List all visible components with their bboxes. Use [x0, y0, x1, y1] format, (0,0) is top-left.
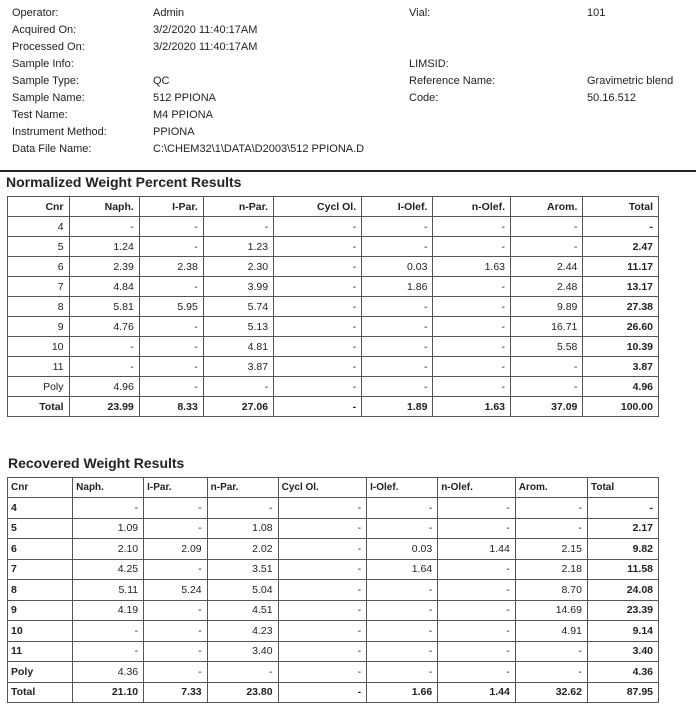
table-cell: 2.38 [139, 257, 203, 277]
table-cell: 2.48 [511, 277, 583, 297]
table-cell: - [433, 217, 511, 237]
table-cell: - [362, 357, 433, 377]
table-cell: 9.14 [587, 621, 658, 642]
table-cell: - [278, 539, 367, 560]
table-cell: 5.13 [203, 317, 273, 337]
table-cell: 1.08 [207, 518, 278, 539]
processed-on-label: Processed On: [12, 41, 85, 53]
table-cell: - [139, 277, 203, 297]
table-cell: 4.96 [69, 377, 139, 397]
table-cell: - [278, 641, 367, 662]
table-cell: 37.09 [511, 397, 583, 417]
table-cell: 2.47 [583, 237, 659, 257]
table-cell: 3.40 [587, 641, 658, 662]
table-cell: - [274, 217, 362, 237]
table-cell: Poly [8, 377, 70, 397]
table-cell: 1.64 [367, 559, 438, 580]
table-cell: 1.24 [69, 237, 139, 257]
table-row [8, 277, 659, 297]
recovered-title: Recovered Weight Results [8, 455, 185, 471]
table-cell: 4.76 [69, 317, 139, 337]
column-header: Total [583, 197, 659, 217]
table-row [8, 377, 659, 397]
table-cell: - [139, 237, 203, 257]
column-header: Cnr [8, 478, 73, 498]
table-cell: 4.91 [515, 621, 587, 642]
data-file-name-value: C:\CHEM32\1\DATA\D2003\512 PPIONA.D [153, 143, 365, 155]
table-cell: 4.36 [73, 662, 144, 683]
table-row [8, 621, 659, 642]
table-cell: 23.80 [207, 682, 278, 703]
table-cell: 13.17 [583, 277, 659, 297]
total-row [8, 397, 659, 417]
table-cell: 5 [8, 518, 73, 539]
table-cell: - [433, 357, 511, 377]
table-cell: 2.30 [203, 257, 273, 277]
table-cell: - [511, 377, 583, 397]
table-cell: 1.09 [73, 518, 144, 539]
table-cell: - [511, 217, 583, 237]
instrument-method-value: PPIONA [153, 126, 195, 138]
table-cell: - [139, 337, 203, 357]
table-cell: - [69, 337, 139, 357]
table-cell: - [278, 559, 367, 580]
table-cell: 16.71 [511, 317, 583, 337]
table-row [8, 662, 659, 683]
table-cell: 0.03 [367, 539, 438, 560]
table-cell: 6 [8, 539, 73, 560]
table-cell: 1.44 [438, 682, 516, 703]
table-cell: - [203, 377, 273, 397]
table-cell: 8 [8, 297, 70, 317]
header-labels [12, 5, 107, 158]
vial-label: Vial: [409, 7, 431, 19]
table-cell: - [362, 237, 433, 257]
table-cell: 27.38 [583, 297, 659, 317]
table-cell: Poly [8, 662, 73, 683]
table-cell: 9 [8, 600, 73, 621]
table-cell: - [73, 641, 144, 662]
table-cell: 21.10 [73, 682, 144, 703]
table-cell: - [278, 580, 367, 601]
table-cell: 3.99 [203, 277, 273, 297]
table-cell: - [73, 498, 144, 519]
table-cell: - [144, 600, 208, 621]
sample-info-label: Sample Info: [12, 58, 74, 70]
table-cell: - [438, 662, 516, 683]
reference-name-label: Reference Name: [409, 75, 496, 87]
vial-value: 101 [587, 7, 606, 19]
column-header: n-Par. [203, 197, 273, 217]
table-cell: Total [8, 682, 73, 703]
column-header: I-Olef. [367, 478, 438, 498]
table-cell: - [362, 297, 433, 317]
table-cell: - [69, 217, 139, 237]
table-cell: 4.96 [583, 377, 659, 397]
table-cell: 5.81 [69, 297, 139, 317]
table-cell: - [438, 600, 516, 621]
table-cell: 2.17 [587, 518, 658, 539]
table-cell: - [144, 621, 208, 642]
table-cell: 2.09 [144, 539, 208, 560]
table-cell: 9.82 [587, 539, 658, 560]
table-cell: - [433, 317, 511, 337]
table-cell: 11 [8, 641, 73, 662]
table-cell: 11 [8, 357, 70, 377]
table-cell: 1.44 [438, 539, 516, 560]
header-right-labels [409, 56, 495, 107]
code-value: 50.16.512 [587, 92, 636, 104]
code-label: Code: [409, 92, 439, 104]
table-cell: - [139, 377, 203, 397]
table-cell: 23.99 [69, 397, 139, 417]
table-cell: - [278, 662, 367, 683]
table-cell: - [278, 621, 367, 642]
table-cell: - [274, 377, 362, 397]
operator-value: Admin [153, 7, 185, 19]
table-cell: 2.39 [69, 257, 139, 277]
column-header: Arom. [511, 197, 583, 217]
table-cell: - [139, 357, 203, 377]
table-cell: 4.19 [73, 600, 144, 621]
processed-on-value: 3/2/2020 11:40:17AM [153, 41, 258, 53]
sample-type-value: QC [153, 75, 170, 87]
table-cell: - [278, 600, 367, 621]
instrument-method-label: Instrument Method: [12, 126, 107, 138]
table-cell: - [278, 518, 367, 539]
limsid-label: LIMSID: [409, 58, 449, 70]
table-cell: - [367, 498, 438, 519]
table-row [8, 498, 659, 519]
table-cell: 2.10 [73, 539, 144, 560]
table-cell: - [362, 317, 433, 337]
table-cell: 4 [8, 498, 73, 519]
table-cell: - [511, 357, 583, 377]
table-cell: - [207, 662, 278, 683]
table-cell: 11.58 [587, 559, 658, 580]
table-cell: - [144, 498, 208, 519]
column-header: n-Par. [207, 478, 278, 498]
table-cell: - [438, 559, 516, 580]
table-cell: 4 [8, 217, 70, 237]
table-row [8, 337, 659, 357]
table-cell: 8.70 [515, 580, 587, 601]
column-header: Arom. [515, 478, 587, 498]
table-cell: - [274, 257, 362, 277]
table-cell: - [73, 621, 144, 642]
column-header: Cnr [8, 197, 70, 217]
table-cell: - [433, 277, 511, 297]
table-cell: 4.51 [207, 600, 278, 621]
table-cell: 1.66 [367, 682, 438, 703]
column-header: I-Par. [144, 478, 208, 498]
table-row [8, 641, 659, 662]
test-name-value: M4 PPIONA [153, 109, 213, 121]
header-row [8, 478, 659, 498]
table-cell: 10 [8, 337, 70, 357]
table-cell: 26.60 [583, 317, 659, 337]
column-header: Cycl Ol. [278, 478, 367, 498]
table-cell: - [515, 498, 587, 519]
table-cell: 4.25 [73, 559, 144, 580]
table-cell: 7.33 [144, 682, 208, 703]
table-cell: - [274, 397, 362, 417]
table-cell: - [274, 277, 362, 297]
test-name-label: Test Name: [12, 109, 68, 121]
header-row [8, 197, 659, 217]
table-cell: - [433, 377, 511, 397]
table-cell: - [367, 641, 438, 662]
table-cell: - [583, 217, 659, 237]
table-cell: 24.08 [587, 580, 658, 601]
table-row [8, 217, 659, 237]
table-cell: 27.06 [203, 397, 273, 417]
table-cell: 7 [8, 559, 73, 580]
column-header: Cycl Ol. [274, 197, 362, 217]
table-cell: 7 [8, 277, 70, 297]
table-cell: 3.40 [207, 641, 278, 662]
table-cell: - [278, 682, 367, 703]
table-cell: - [278, 498, 367, 519]
table-cell: - [362, 377, 433, 397]
header-values [153, 5, 364, 158]
header-divider [0, 170, 696, 172]
table-cell: 5.11 [73, 580, 144, 601]
table-cell: - [438, 621, 516, 642]
table-cell: - [367, 518, 438, 539]
table-cell: - [274, 317, 362, 337]
table-cell: - [433, 237, 511, 257]
table-cell: 87.95 [587, 682, 658, 703]
table-cell: 5.74 [203, 297, 273, 317]
table-row [8, 317, 659, 337]
normalized-results-table [7, 196, 659, 417]
table-cell: 3.87 [583, 357, 659, 377]
acquired-on-value: 3/2/2020 11:40:17AM [153, 24, 258, 36]
column-header: I-Olef. [362, 197, 433, 217]
sample-name-label: Sample Name: [12, 92, 85, 104]
table-cell: 5.58 [511, 337, 583, 357]
table-cell: - [144, 518, 208, 539]
table-cell: - [515, 641, 587, 662]
table-row [8, 559, 659, 580]
table-cell: 9 [8, 317, 70, 337]
table-row [8, 580, 659, 601]
table-row [8, 237, 659, 257]
sample-info-value [153, 56, 364, 73]
table-cell: - [139, 317, 203, 337]
table-cell: 2.15 [515, 539, 587, 560]
acquired-on-label: Acquired On: [12, 24, 77, 36]
table-cell: - [433, 337, 511, 357]
table-cell: Total [8, 397, 70, 417]
table-cell: - [438, 518, 516, 539]
table-cell: 2.18 [515, 559, 587, 580]
normalized-title: Normalized Weight Percent Results [6, 174, 242, 190]
table-cell: - [367, 580, 438, 601]
table-cell: - [274, 237, 362, 257]
table-cell: - [438, 641, 516, 662]
table-cell: - [438, 498, 516, 519]
table-cell: 1.63 [433, 257, 511, 277]
table-cell: - [367, 621, 438, 642]
table-cell: 1.63 [433, 397, 511, 417]
table-cell: - [207, 498, 278, 519]
table-cell: - [203, 217, 273, 237]
recovered-results-table [7, 477, 659, 703]
table-cell: - [274, 297, 362, 317]
table-cell: - [144, 641, 208, 662]
column-header: Total [587, 478, 658, 498]
table-cell: 2.44 [511, 257, 583, 277]
table-cell: 6 [8, 257, 70, 277]
reference-name-value: Gravimetric blend [587, 75, 674, 87]
table-cell: - [362, 217, 433, 237]
table-cell: 5.24 [144, 580, 208, 601]
operator-label: Operator: [12, 7, 59, 19]
table-cell: 8 [8, 580, 73, 601]
table-cell: - [144, 559, 208, 580]
column-header: I-Par. [139, 197, 203, 217]
table-cell: 1.86 [362, 277, 433, 297]
table-row [8, 297, 659, 317]
table-cell: - [511, 237, 583, 257]
table-cell: 11.17 [583, 257, 659, 277]
column-header: Naph. [69, 197, 139, 217]
table-row [8, 518, 659, 539]
table-cell: 5.95 [139, 297, 203, 317]
table-row [8, 257, 659, 277]
table-cell: - [144, 662, 208, 683]
table-cell: 4.81 [203, 337, 273, 357]
table-cell: 10.39 [583, 337, 659, 357]
table-cell: - [438, 580, 516, 601]
table-cell: 5.04 [207, 580, 278, 601]
table-row [8, 600, 659, 621]
limsid-value [587, 56, 673, 73]
table-cell: 23.39 [587, 600, 658, 621]
table-cell: 0.03 [362, 257, 433, 277]
table-cell: - [69, 357, 139, 377]
total-row [8, 682, 659, 703]
table-cell: 1.89 [362, 397, 433, 417]
column-header: n-Olef. [433, 197, 511, 217]
table-cell: - [139, 217, 203, 237]
table-cell: - [362, 337, 433, 357]
table-cell: 1.23 [203, 237, 273, 257]
header-right-values [587, 56, 673, 107]
table-cell: 4.36 [587, 662, 658, 683]
table-cell: 100.00 [583, 397, 659, 417]
table-cell: - [587, 498, 658, 519]
column-header: n-Olef. [438, 478, 516, 498]
table-cell: 5 [8, 237, 70, 257]
table-cell: - [515, 662, 587, 683]
table-row [8, 539, 659, 560]
table-cell: - [433, 297, 511, 317]
table-cell: 2.02 [207, 539, 278, 560]
table-cell: - [367, 662, 438, 683]
table-cell: - [367, 600, 438, 621]
table-cell: 3.51 [207, 559, 278, 580]
table-cell: 9.89 [511, 297, 583, 317]
table-cell: 3.87 [203, 357, 273, 377]
data-file-name-label: Data File Name: [12, 143, 92, 155]
sample-name-value: 512 PPIONA [153, 92, 216, 104]
table-row [8, 357, 659, 377]
table-cell: 4.84 [69, 277, 139, 297]
table-cell: 4.23 [207, 621, 278, 642]
table-cell: 14.69 [515, 600, 587, 621]
table-cell: - [274, 357, 362, 377]
table-cell: - [515, 518, 587, 539]
sample-type-label: Sample Type: [12, 75, 80, 87]
table-cell: 10 [8, 621, 73, 642]
table-cell: 32.62 [515, 682, 587, 703]
column-header: Naph. [73, 478, 144, 498]
table-cell: - [274, 337, 362, 357]
table-cell: 8.33 [139, 397, 203, 417]
